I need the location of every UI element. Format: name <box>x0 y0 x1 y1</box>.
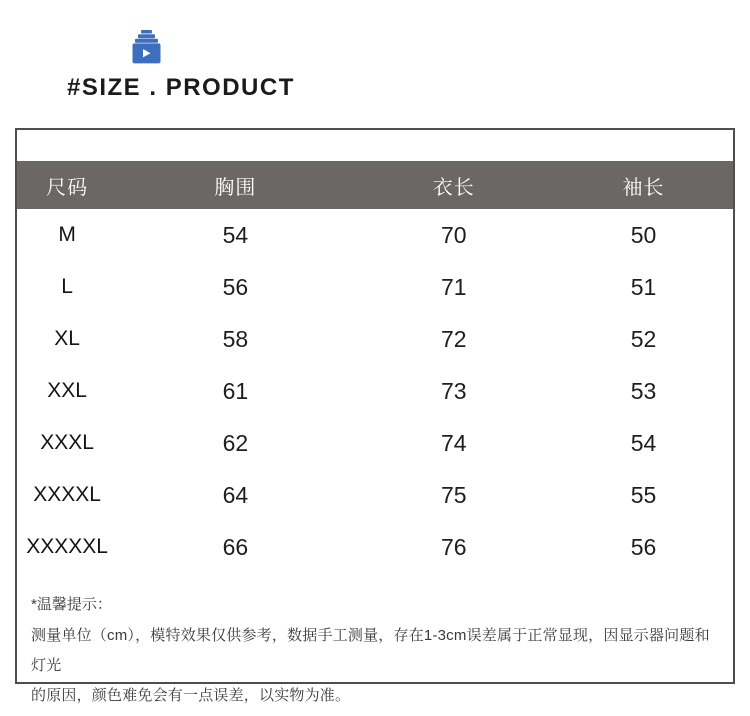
size-label: XL <box>54 327 80 350</box>
size-table-header <box>17 161 733 209</box>
table-row <box>17 365 733 417</box>
size-label: XXXXXL <box>26 535 108 558</box>
size-label: XXXL <box>40 431 94 454</box>
col-header-sleeve: 袖长 <box>554 161 733 209</box>
sleeve-value: 51 <box>630 273 657 300</box>
notes-line-1: 测量单位（cm），模特效果仅供参考，数据手工测量，存在1-3cm误差属于正常显现，因显示器问题和灯光 <box>31 627 710 674</box>
chest-value: 54 <box>222 221 249 248</box>
size-table <box>17 161 733 573</box>
table-row <box>17 313 733 365</box>
size-label: XXXXL <box>33 483 101 506</box>
header-row <box>17 161 733 209</box>
chest-value: 58 <box>222 325 249 352</box>
length-value: 73 <box>440 377 467 404</box>
chest-value: 61 <box>222 377 249 404</box>
col-header-size: 尺码 <box>17 161 117 209</box>
chest-value: 64 <box>222 481 249 508</box>
page-title: #SIZE . PRODUCT <box>67 74 295 101</box>
size-label: M <box>58 223 76 246</box>
chest-value: 66 <box>222 533 249 560</box>
notes-line-2: 的原因，颜色难免会有一点误差，以实物为准。 <box>31 687 351 704</box>
notes-title: *温馨提示： <box>31 596 112 613</box>
length-value: 74 <box>440 429 467 456</box>
sleeve-value: 55 <box>630 481 657 508</box>
length-value: 70 <box>440 221 467 248</box>
archive-play-icon <box>126 29 166 65</box>
sleeve-value: 50 <box>630 221 657 248</box>
length-value: 71 <box>440 273 467 300</box>
length-value: 75 <box>440 481 467 508</box>
size-label: L <box>61 275 73 298</box>
length-value: 76 <box>440 533 467 560</box>
chest-value: 56 <box>222 273 249 300</box>
chest-value: 62 <box>222 429 249 456</box>
table-row <box>17 521 733 573</box>
sleeve-value: 56 <box>630 533 657 560</box>
table-row <box>17 261 733 313</box>
size-label: XXL <box>47 379 87 402</box>
sleeve-value: 54 <box>630 429 657 456</box>
sleeve-value: 52 <box>630 325 657 352</box>
col-header-chest: 胸围 <box>117 161 353 209</box>
table-row <box>17 417 733 469</box>
length-value: 72 <box>440 325 467 352</box>
notes-section <box>17 573 733 711</box>
col-header-length: 衣长 <box>354 161 554 209</box>
sleeve-value: 53 <box>630 377 657 404</box>
table-row <box>17 469 733 521</box>
size-table-body <box>17 209 733 573</box>
box-top-strip <box>17 130 733 161</box>
size-chart-box <box>15 128 735 704</box>
table-row <box>17 209 733 261</box>
